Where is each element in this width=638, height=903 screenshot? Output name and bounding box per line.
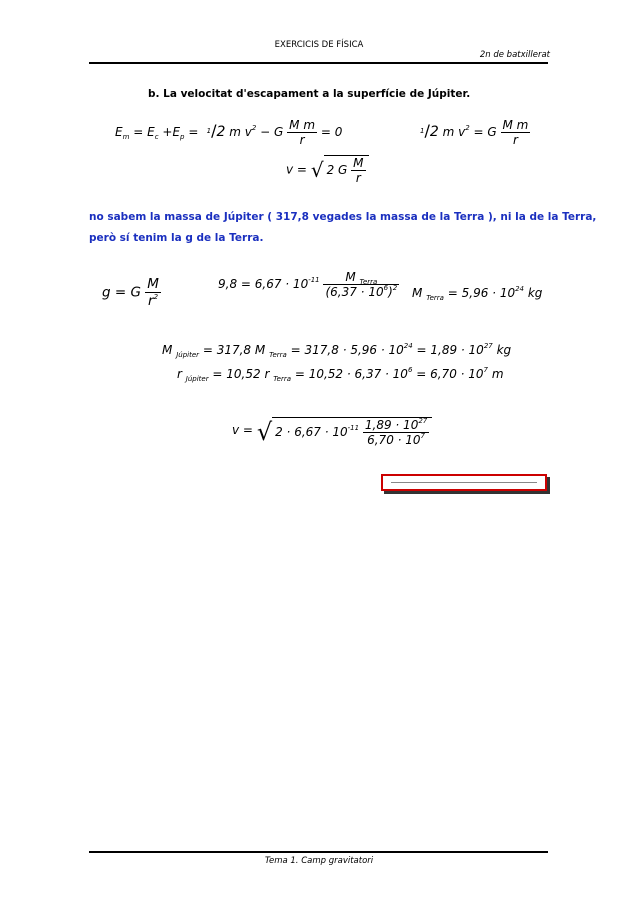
jr-unit: m xyxy=(491,367,504,381)
gs-den-close: ) xyxy=(388,285,393,299)
jr-num: = 10,52 · 6,37 · 10 xyxy=(294,367,408,381)
header-rule xyxy=(89,62,548,64)
eq-plus-E: +E xyxy=(162,125,181,139)
g-frac-num: M xyxy=(147,276,159,292)
jm-res: = 1,89 · 10 xyxy=(416,343,484,357)
header-title: EXERCICIS DE FÍSICA xyxy=(274,40,364,50)
eq-sub-m: m xyxy=(122,133,130,141)
jm-M: M xyxy=(162,343,173,357)
eq-E: E xyxy=(115,125,123,139)
vs-den-exp: 7 xyxy=(420,432,426,440)
eq-half-den: 2 xyxy=(216,124,226,140)
vf-2g: 2 G xyxy=(326,163,348,177)
eq-frac-den: r xyxy=(287,132,317,147)
explanation-line-2: però sí tenim la g de la Terra. xyxy=(89,232,264,244)
jr-exp6: 6 xyxy=(407,366,413,374)
eq-minus-g: − G xyxy=(260,125,284,139)
gs-M: M xyxy=(345,270,356,284)
g-frac-den xyxy=(145,292,161,309)
vf-sqrt xyxy=(311,155,369,185)
earth-mass-result xyxy=(412,286,542,300)
eq-exp2: 2 xyxy=(251,124,257,132)
section-heading: b. La velocitat d'escapament a la superfície de Júpiter. xyxy=(148,88,471,100)
vs-fraction xyxy=(363,418,429,447)
sqrt-icon: √ xyxy=(256,418,273,446)
jr-res: = 6,70 · 10 xyxy=(416,367,484,381)
vs-den: 6,70 · 10 xyxy=(367,433,421,447)
explanation-line-1: no sabem la massa de Júpiter ( 317,8 vegades la massa de la Terra ), ni la de la Terra, xyxy=(89,211,597,223)
eqr-frac-den: r xyxy=(501,132,531,147)
jm-exp27: 27 xyxy=(483,342,493,350)
gs-fraction xyxy=(323,270,399,299)
em-terra-sub: Terra xyxy=(426,294,444,302)
em-exp24: 24 xyxy=(515,285,525,293)
answer-illegible-text xyxy=(391,482,537,483)
gs-exp-m11: -11 xyxy=(308,276,320,284)
em-unit: kg xyxy=(527,286,543,300)
vf-frac-num: M xyxy=(353,156,364,170)
gs-den: (6,37 · 10 xyxy=(325,285,384,299)
gs-exp6: 6 xyxy=(383,284,389,292)
vs-v-eq: v = xyxy=(232,423,253,437)
eq-sub-c: c xyxy=(154,133,159,141)
jr-r: r xyxy=(177,367,182,381)
gravity-formula xyxy=(102,276,161,309)
g-r: r xyxy=(148,293,154,309)
energy-balance-equation: $^1$/2 m $v^2 = G$ $\frac{\text{M m}}{r}$ xyxy=(420,118,529,147)
eq-fraction xyxy=(287,118,317,147)
vs-frac-num xyxy=(363,418,429,432)
jm-unit: kg xyxy=(496,343,512,357)
vs-num: 1,89 · 10 xyxy=(364,418,419,432)
vs-factor: 2 · 6,67 · 10 xyxy=(275,425,348,439)
velocity-substitution xyxy=(232,414,432,447)
escape-velocity-formula xyxy=(286,155,369,185)
gs-den-exp2: 2 xyxy=(392,284,398,292)
footer-text: Tema 1. Camp gravitatori xyxy=(264,856,374,866)
eq-sub-p: p xyxy=(180,133,185,141)
em-M: M xyxy=(412,286,423,300)
gs-terra-sub: Terra xyxy=(359,278,378,286)
vf-frac-den: r xyxy=(351,170,365,185)
jm-eq: = 317,8 M xyxy=(202,343,266,357)
vs-sqrt xyxy=(257,414,432,447)
jm-sub: Júpiter xyxy=(176,351,200,359)
energy-equation: $E_m = E_c +E_p = ^1/2$ m $v^2 - G$ $\frac{\text{M m}}{r}$ = 0 xyxy=(115,118,343,147)
vf-v-eq: v = xyxy=(286,162,307,177)
jupiter-mass-line xyxy=(162,343,511,357)
jm-exp24: 24 xyxy=(403,342,413,350)
eqr-exp2: 2 xyxy=(465,124,470,132)
gs-frac-den xyxy=(323,284,399,299)
answer-box xyxy=(381,474,547,491)
eq-half-num: 1 xyxy=(206,127,212,135)
gs-frac-num xyxy=(323,270,399,284)
g-eq: g = G xyxy=(102,284,141,301)
eq-eq-E: = E xyxy=(133,125,155,139)
jm-terra-sub: Terra xyxy=(269,351,287,359)
eqr-half-den: 2 xyxy=(429,124,439,140)
header-course: 2n de batxillerat xyxy=(479,50,550,60)
gravity-substitution xyxy=(218,270,399,299)
eqr-fraction xyxy=(501,118,531,147)
vf-fraction xyxy=(351,156,365,185)
jr-sub: Júpiter xyxy=(185,375,209,383)
jr-terra-sub: Terra xyxy=(273,375,291,383)
jupiter-radius-line xyxy=(177,367,504,381)
sqrt-icon: √ xyxy=(310,158,324,182)
gs-lhs: 9,8 = 6,67 · 10 xyxy=(218,277,309,291)
footer-rule xyxy=(89,851,548,853)
vs-num-exp: 27 xyxy=(418,417,428,425)
vs-frac-den xyxy=(363,432,429,447)
g-exp2: 2 xyxy=(153,293,159,301)
eqr-half-num: 1 xyxy=(420,127,425,135)
g-fraction xyxy=(145,276,161,309)
vs-exp-m11: -11 xyxy=(347,424,360,432)
eqr-mv: m v xyxy=(442,125,466,139)
eq-frac-num: M m xyxy=(289,118,316,132)
eq-zero: = 0 xyxy=(320,125,343,139)
eq-equals: = xyxy=(188,125,199,139)
jr-exp7: 7 xyxy=(483,366,489,374)
jr-eq: = 10,52 r xyxy=(212,367,270,381)
eqr-eq-g: = G xyxy=(473,125,497,139)
jm-num: = 317,8 · 5,96 · 10 xyxy=(290,343,404,357)
eq-mv: m v xyxy=(229,125,252,139)
eqr-frac-num: M m xyxy=(502,118,529,132)
em-result: = 5,96 · 10 xyxy=(447,286,516,300)
